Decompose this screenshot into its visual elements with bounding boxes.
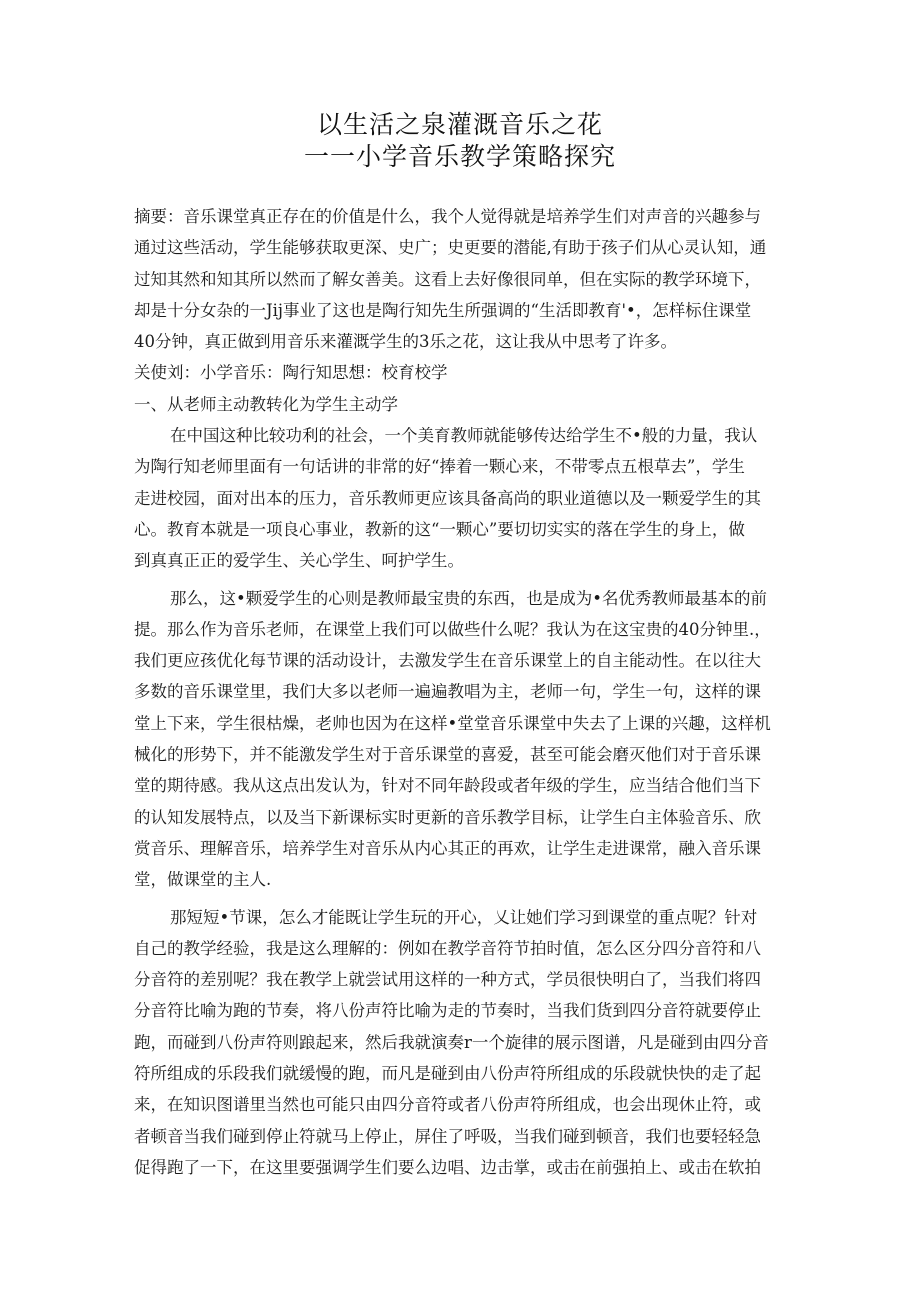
paragraph-line: 堂的期待感。我从这点出发认为，针对不同年龄段或者年级的学生，应当结合他们当下	[134, 776, 761, 796]
paragraph-line: 分音符的差别呢？我在教学上就尝试用这样的一种方式，学员很快明白了，当我们将四	[134, 970, 761, 990]
paragraph-line: 我们更应孩优化每节课的活动设计，去激发学生在音乐课堂上的自主能动性。在以往大	[134, 651, 761, 671]
abstract-line: 过知其然和知其所以然而了解女善美。这看上去好像很同单，但在实际的教学环境下，	[134, 269, 761, 289]
paragraph-line: 跑，而碰到八份声符则踉起来，然后我就演奏r一个旋律的展示图谱，凡是碰到由四分音	[134, 1032, 769, 1052]
paragraph-line: 堂上下来，学生很枯燥，老帅也因为在这样•堂堂音乐课堂中失去了上课的兴趣，这样机	[134, 713, 771, 733]
paragraph-line: 提。那么作为音乐老师，在课堂上我们可以做些什么呢？我认为在这宝贵的40分钟里.，	[134, 619, 771, 639]
paragraph-line: 那么，这•颗爱学生的心则是教师最宝贵的东西，也是成为•名优秀教师最基本的前	[170, 588, 767, 608]
paragraph-line: 堂，做课堂的主人.	[134, 870, 272, 890]
document-subtitle: 一一小学音乐教学策略探究	[303, 142, 616, 171]
paragraph-line: 者顿音当我们碰到停止符就马上停止，屏住了呼吸，当我们碰到顿音，我们也要轻轻急	[134, 1126, 761, 1146]
abstract-line: 却是十分女杂的一Jij事业了这也是陶行知先生所强调的“生活即教育'•，怎样标住课堂	[134, 300, 752, 320]
paragraph-line: 械化的形势下，并不能激发学生对于音乐课堂的喜爱，甚至可能会磨灭他们对于音乐课	[134, 745, 761, 765]
paragraph-line: 分音符比喻为跑的节奏，将八份声符比喻为走的节奏时，当我们货到四分音符就要停止	[134, 1001, 761, 1021]
abstract-line: 通过这些活动，学生能够获取更深、史广；史更要的潜能,有助于孩子们从心灵认知，通	[134, 238, 767, 258]
keywords-line: 关使刘：小学音乐：陶行知思想：校育校学	[134, 363, 448, 383]
paragraph-line: 的认知发展特点，以及当下新课标实时更新的音乐教学目标，让学生白主体验音乐、欣	[134, 807, 761, 827]
paragraph-line: 自己的教学经验，我是这么理解的：例如在教学音符节拍时值，怎么区分四分音符和八	[134, 938, 761, 958]
document-body	[134, 201, 794, 1183]
document-title: 以生活之泉灌溉音乐之花	[316, 110, 603, 139]
paragraph-line: 促得跑了一下，在这里要强调学生们要么边唱、边击掌，或击在前强拍上、或击在软拍	[134, 1157, 761, 1177]
section-heading: 一、从老师主动教转化为学生主动学	[134, 394, 398, 414]
paragraph-line: 为陶行知老师里面有一句话讲的非常的好“捧着一颗心来，不带零点五根草去”，学生	[134, 457, 745, 477]
paragraph-line: 符所组成的乐段我们就缓慢的跑，而凡是碰到由八份声符所组成的乐段就快快的走了起	[134, 1064, 761, 1084]
paragraph-line: 走进校园，面对出本的压力，音乐教师更应该具备高尚的职业道德以及一颗爱学生的其	[134, 488, 761, 508]
paragraph-line: 赏音乐、理解音乐，培养学生对音乐从内心其正的再欢，让学生走进课常，融入音乐课	[134, 838, 761, 858]
paragraph-line: 到真真正正的爱学生、关心学生、呵护学生。	[134, 551, 464, 571]
paragraph-line: 在中国这种比较功利的社会，一个美育教师就能够传达给学生不•般的力量，我认	[170, 426, 758, 446]
paragraph-line: 来，在知识图谱里当然也可能只由四分音符或者八份声符所组成，也会出现休止符，或	[134, 1095, 761, 1115]
paragraph-line: 那短短•节课，怎么才能既让学生玩的开心，乂让她们学习到课堂的重点呢？针对	[170, 907, 758, 927]
paragraph-line: 心。教育本就是一项良心事业，教新的这“一颗心”要切切实实的落在学生的身上，做	[134, 519, 745, 539]
abstract-line: 摘要：音乐课堂真正存在的价值是什么，我个人觉得就是培养学生们对声音的兴趣参与	[134, 207, 761, 226]
paragraph-line: 多数的音乐课堂里，我们大多以老师一遍遍教唱为主，老师一句，学生一句，这样的课	[134, 682, 761, 702]
abstract-line: 40分钟，真正做到用音乐来灌溉学生的3乐之花，这让我从中思考了许多。	[134, 332, 677, 352]
